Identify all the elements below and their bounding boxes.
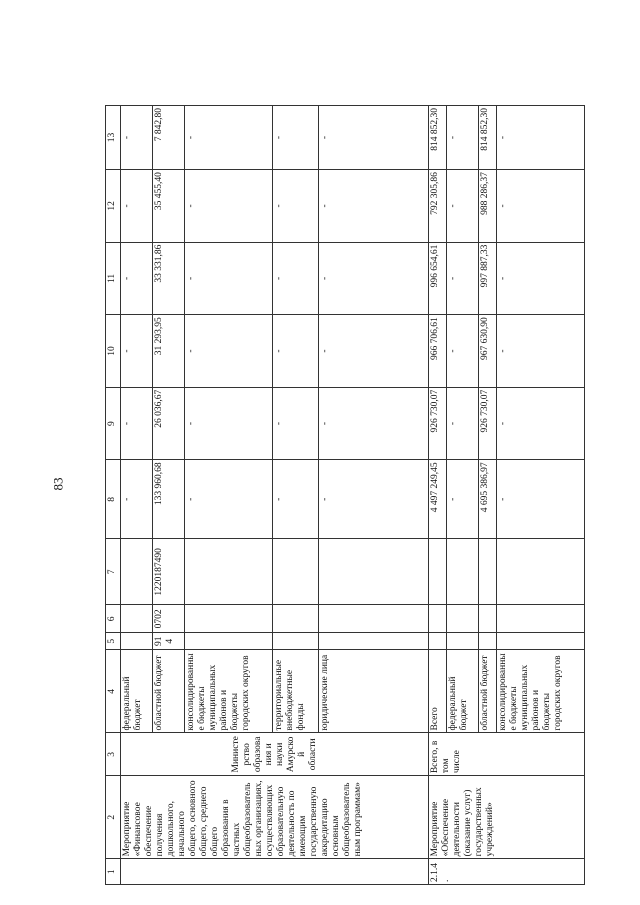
value-cell: -: [184, 315, 272, 388]
column-header: 3: [106, 733, 121, 776]
value-cell: -: [446, 242, 478, 315]
value-cell: 4 497 249,45: [429, 460, 447, 539]
value-cell: -: [319, 106, 429, 170]
column-header: 7: [106, 539, 121, 605]
column-header: 13: [106, 106, 121, 170]
grbs-cell: [429, 633, 447, 650]
column-header: 1: [106, 859, 121, 885]
rzpr-cell: [273, 605, 319, 633]
csr-cell: 1220187490: [152, 539, 184, 605]
table-row: [429, 106, 447, 885]
rzpr-cell: [184, 605, 272, 633]
value-cell: -: [273, 315, 319, 388]
value-cell: -: [446, 387, 478, 460]
value-cell: 35 455,40: [152, 170, 184, 243]
value-cell: -: [496, 387, 584, 460]
value-cell: -: [121, 242, 153, 315]
value-cell: -: [496, 242, 584, 315]
value-cell: -: [319, 387, 429, 460]
activity-name-cell: Мероприятие «Финансовое обеспечение получения дошкольного, начального общего, основного общего, среднего общего образования в частных общеобразовательных организациях, осуществляющих образовательную деятельность по имеющим государственную аккредитацию основным общеобразовательным программам»: [121, 776, 429, 859]
value-cell: -: [273, 170, 319, 243]
activity-name-cell: Мероприятие «Обеспечение деятельности (оказание услуг) государственных учреждений»: [429, 776, 585, 859]
grbs-cell: [319, 633, 429, 650]
value-cell: -: [184, 106, 272, 170]
grbs-cell: [121, 633, 153, 650]
value-cell: -: [273, 106, 319, 170]
funding-source-cell: консолидированные бюджеты муниципальных районов и бюджеты городских округов: [496, 650, 584, 733]
value-cell: -: [496, 315, 584, 388]
value-cell: -: [121, 170, 153, 243]
budget-table-wrapper: [105, 105, 585, 885]
rzpr-cell: [496, 605, 584, 633]
value-cell: -: [121, 315, 153, 388]
column-header: 2: [106, 776, 121, 859]
csr-cell: [429, 539, 447, 605]
value-cell: 926 730,07: [478, 387, 496, 460]
value-cell: -: [319, 460, 429, 539]
value-cell: -: [319, 170, 429, 243]
value-cell: 967 630,90: [478, 315, 496, 388]
header-row: [106, 106, 121, 885]
row-number-cell: [121, 859, 429, 885]
column-header: 8: [106, 460, 121, 539]
value-cell: -: [496, 106, 584, 170]
funding-source-cell: федеральный бюджет: [121, 650, 153, 733]
value-cell: 792 305,86: [429, 170, 447, 243]
value-cell: -: [184, 170, 272, 243]
column-header: 10: [106, 315, 121, 388]
value-cell: -: [273, 387, 319, 460]
column-header: 5: [106, 633, 121, 650]
csr-cell: [273, 539, 319, 605]
funding-source-cell: областной бюджет: [152, 650, 184, 733]
value-cell: -: [446, 460, 478, 539]
value-cell: -: [121, 460, 153, 539]
column-header: 9: [106, 387, 121, 460]
value-cell: 814 852,30: [429, 106, 447, 170]
value-cell: 997 887,33: [478, 242, 496, 315]
value-cell: 926 730,07: [429, 387, 447, 460]
grbs-cell: [184, 633, 272, 650]
executor-cell: Всего, в том числе: [429, 733, 585, 776]
value-cell: -: [446, 170, 478, 243]
grbs-cell: [446, 633, 478, 650]
value-cell: -: [121, 387, 153, 460]
value-cell: -: [319, 315, 429, 388]
value-cell: 996 654,61: [429, 242, 447, 315]
rzpr-cell: 0702: [152, 605, 184, 633]
value-cell: -: [273, 460, 319, 539]
rzpr-cell: [121, 605, 153, 633]
csr-cell: [446, 539, 478, 605]
executor-cell: Министерство образования и науки Амурской области: [121, 733, 429, 776]
funding-source-cell: федеральный бюджет: [446, 650, 478, 733]
funding-source-cell: Всего: [429, 650, 447, 733]
value-cell: -: [121, 106, 153, 170]
value-cell: -: [273, 242, 319, 315]
rzpr-cell: [429, 605, 447, 633]
value-cell: 26 036,67: [152, 387, 184, 460]
rzpr-cell: [478, 605, 496, 633]
csr-cell: [496, 539, 584, 605]
value-cell: 966 706,61: [429, 315, 447, 388]
value-cell: -: [184, 242, 272, 315]
csr-cell: [121, 539, 153, 605]
column-header: 12: [106, 170, 121, 243]
value-cell: 988 286,37: [478, 170, 496, 243]
value-cell: -: [446, 315, 478, 388]
value-cell: -: [184, 460, 272, 539]
csr-cell: [478, 539, 496, 605]
csr-cell: [319, 539, 429, 605]
grbs-cell: [478, 633, 496, 650]
funding-source-cell: территориальные внебюджетные фонды: [273, 650, 319, 733]
column-header: 6: [106, 605, 121, 633]
column-header: 11: [106, 242, 121, 315]
value-cell: -: [496, 460, 584, 539]
value-cell: -: [496, 170, 584, 243]
value-cell: 4 695 386,97: [478, 460, 496, 539]
value-cell: -: [446, 106, 478, 170]
page-number: 83: [50, 477, 66, 491]
value-cell: -: [184, 387, 272, 460]
table-row: [121, 106, 153, 885]
budget-table: [105, 105, 585, 885]
row-number-cell: 2.1.4.: [429, 859, 585, 885]
grbs-cell: 914: [152, 633, 184, 650]
funding-source-cell: консолидированные бюджеты муниципальных районов и бюджеты городских округов: [184, 650, 272, 733]
value-cell: 31 293,95: [152, 315, 184, 388]
value-cell: 133 960,68: [152, 460, 184, 539]
value-cell: 33 331,86: [152, 242, 184, 315]
value-cell: 814 852,30: [478, 106, 496, 170]
funding-source-cell: юридические лица: [319, 650, 429, 733]
rzpr-cell: [446, 605, 478, 633]
funding-source-cell: областной бюджет: [478, 650, 496, 733]
grbs-cell: [496, 633, 584, 650]
rzpr-cell: [319, 605, 429, 633]
value-cell: 7 842,80: [152, 106, 184, 170]
csr-cell: [184, 539, 272, 605]
column-header: 4: [106, 650, 121, 733]
grbs-cell: [273, 633, 319, 650]
value-cell: -: [319, 242, 429, 315]
